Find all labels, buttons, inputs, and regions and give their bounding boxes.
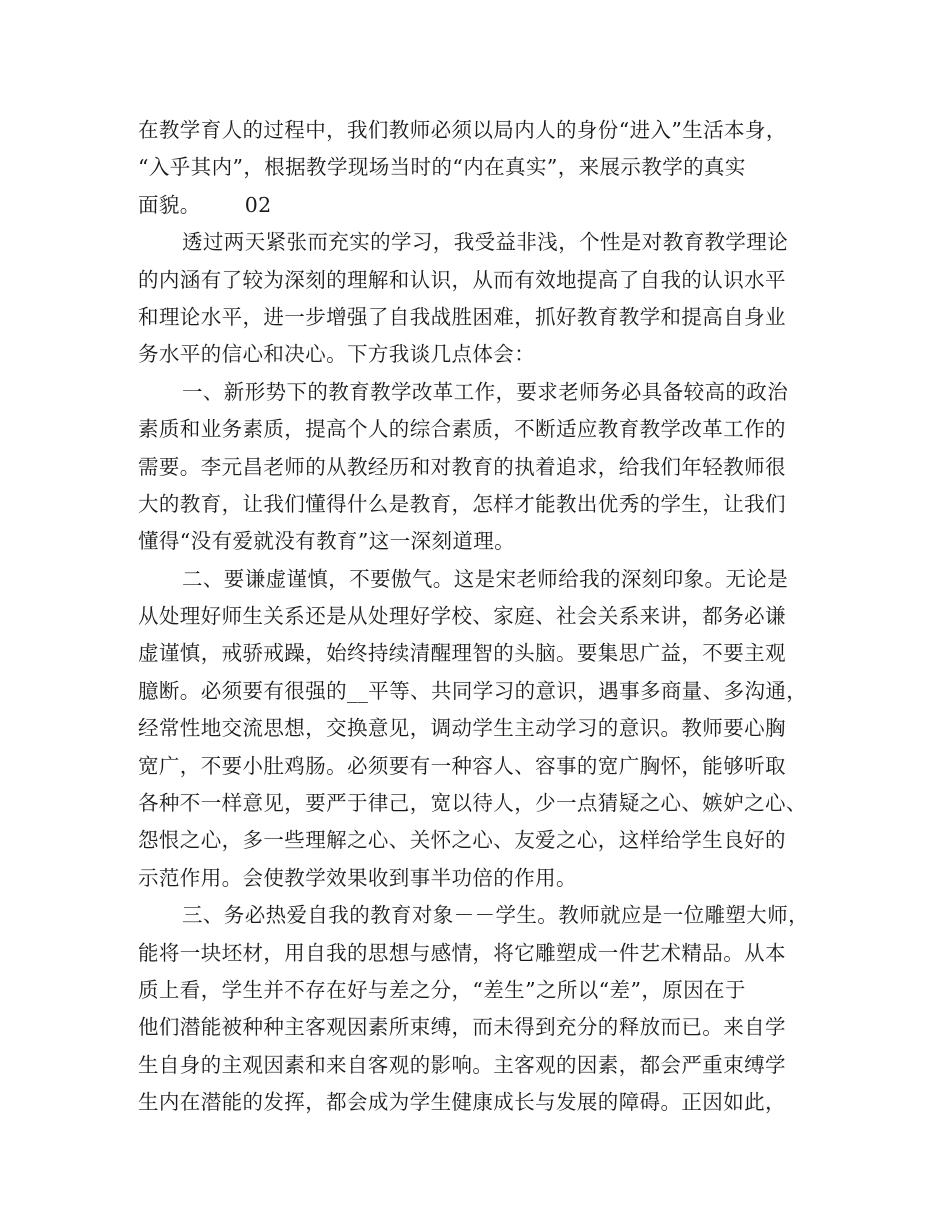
text-line: 示范作用。会使教学效果收到事半功倍的作用。 (138, 865, 577, 890)
text-line: 宽广，不要小肚鸡肠。必须要有一种容人、容事的宽广胸怀，能够听取 (138, 753, 786, 778)
paragraph-start-line: 一、新形势下的教育教学改革工作，要求老师务必具备较高的政治 (182, 379, 789, 404)
text-line: 怨恨之心，多一些理解之心、关怀之心、友爱之心，这样给学生良好的 (138, 828, 786, 853)
text-line: 和理论水平，进一步增强了自我战胜困难，抓好教育教学和提高自身业 (138, 304, 786, 329)
text-line: 臆断。必须要有很强的__平等、共同学习的意识，遇事多商量、多沟通， (138, 678, 808, 703)
text-line (138, 187, 828, 224)
text-line-content: 面貌。 (138, 192, 201, 217)
text-line: 懂得“没有爱就没有教育”这一深刻道理。 (138, 529, 516, 554)
text-line: 务水平的信心和决心。下方我谈几点体会： (138, 342, 536, 367)
text-line: 他们潜能被种种主客观因素所束缚，而未得到充分的释放而已。来自学 (138, 1015, 786, 1040)
text-line: 的内涵有了较为深刻的理解和认识，从而有效地提高了自我的认识水平 (138, 267, 786, 292)
text-line: 生内在潜能的发挥，都会成为学生健康成长与发展的障碍。正因如此， (138, 1090, 786, 1115)
text-line: 各种不一样意见，要严于律己，宽以待人，少一点猜疑之心、嫉妒之心、 (138, 791, 807, 816)
text-line: 能将一块坯材，用自我的思想与感情，将它雕塑成一件艺术精品。从本 (138, 940, 786, 965)
text-line: 大的教育，让我们懂得什么是教育，怎样才能教出优秀的学生，让我们 (138, 491, 786, 516)
text-line: 虚谨慎，戒骄戒躁，始终持续清醒理智的头脑。要集思广益，不要主观 (138, 641, 786, 666)
text-line: 生自身的主观因素和来自客观的影响。主客观的因素，都会严重束缚学 (138, 1052, 786, 1077)
paragraph-start-line: 三、务必热爱自我的教育对象－－学生。教师就应是一位雕塑大师， (182, 903, 809, 928)
text-line: “入乎其内”，根据教学现场当时的“内在真实”，来展示教学的真实 (138, 155, 746, 180)
section-number: 02 (244, 192, 272, 217)
paragraph-start-line: 二、要谦虚谨慎，不要傲气。这是宋老师给我的深刻印象。无论是 (182, 566, 789, 591)
text-line: 需要。李元昌老师的从教经历和对教育的执着追求，给我们年轻教师很 (138, 454, 786, 479)
document-body (138, 112, 828, 1122)
text-line: 从处理好师生关系还是从处理好学校、家庭、社会关系来讲，都务必谦 (138, 604, 786, 629)
text-line: 在教学育人的过程中，我们教师必须以局内人的身份“进入”生活本身， (138, 118, 787, 142)
paragraph-start-line: 透过两天紧张而充实的学习，我受益非浅，个性是对教育教学理论 (182, 230, 789, 255)
text-line: 素质和业务素质，提高个人的综合素质，不断适应教育教学改革工作的 (138, 417, 786, 442)
text-line: 质上看，学生并不存在好与差之分，“差生”之所以“差”，原因在于 (138, 977, 746, 1002)
text-line: 经常性地交流思想，交换意见，调动学生主动学习的意识。教师要心胸 (138, 716, 786, 741)
